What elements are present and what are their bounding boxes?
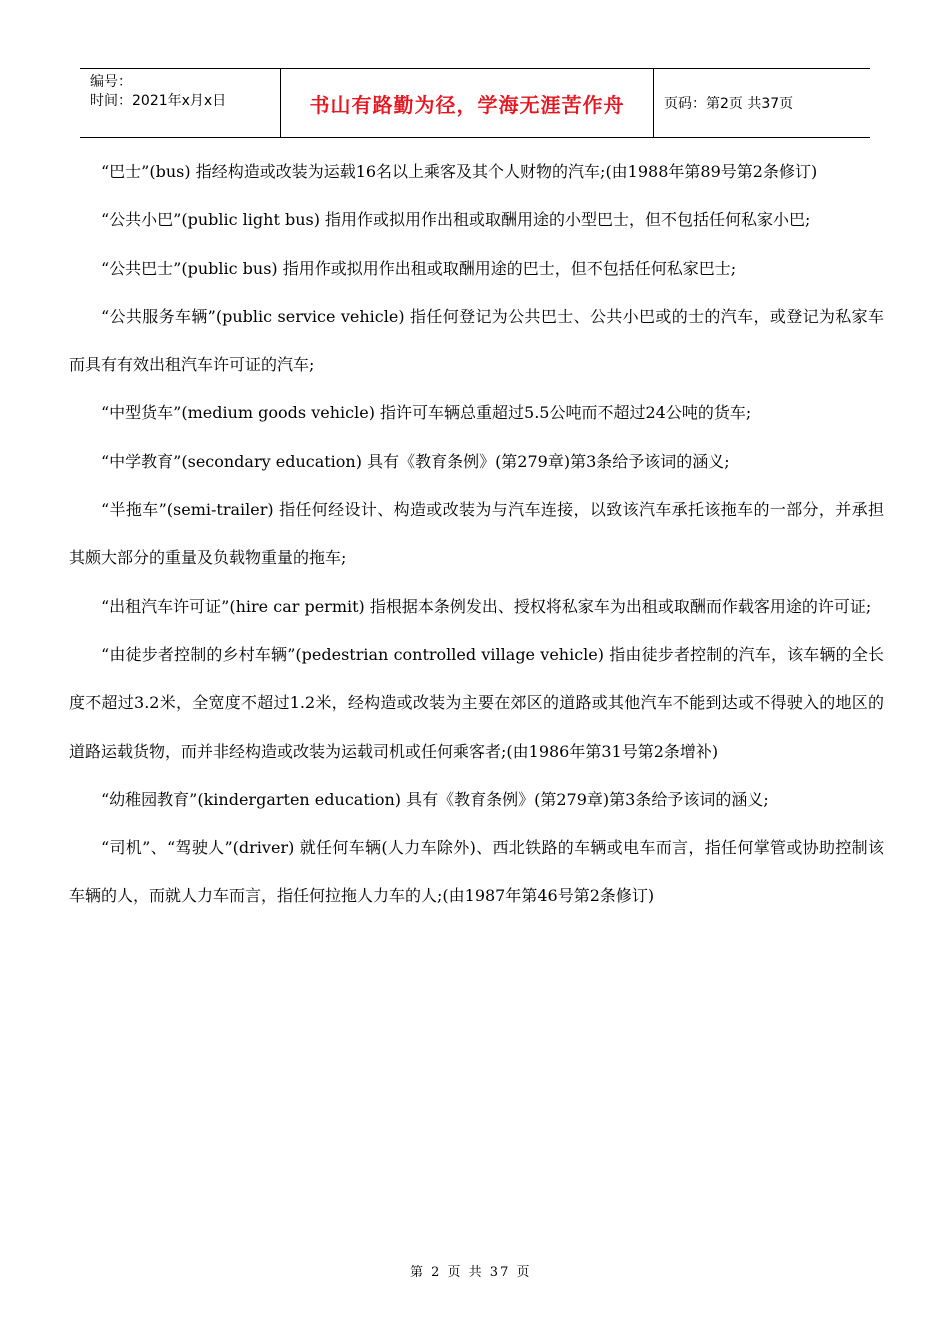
- header-page-number: 页码：第2页 共37页: [664, 96, 794, 112]
- header-motto: 书山有路勤为径，学海无涯苦作舟: [281, 69, 654, 137]
- definition-paragraph: “中学教育”(secondary education) 具有《教育条例》(第279章)第3条给予该词的涵义;: [101, 451, 730, 471]
- definition-paragraph: “半拖车”(semi-trailer) 指任何经设计、构造或改装为与汽车连接，以致该汽车承托该拖车的一部分，并承担其颇大部分的重量及负载物重量的拖车;: [69, 500, 884, 568]
- document-number: 编号：: [90, 74, 132, 90]
- document-body: [69, 148, 884, 921]
- definition-paragraph: “幼稚园教育”(kindergarten education) 具有《教育条例》(第279章)第3条给予该词的涵义;: [101, 789, 769, 809]
- definition-paragraph: “由徒步者控制的乡村车辆”(pedestrian controlled village vehicle) 指由徒步者控制的汽车，该车辆的全长度不超过3.2米，全宽度不超过1.2米，经构造或改装为主要在郊区的道路或其他汽车不能到达或不得驶入的地区的道路运载货物，而并非经构造或改装为运载司机或任何乘客者;(由1986年第31号第2条增补): [69, 644, 884, 761]
- definition-paragraph: “出租汽车许可证”(hire car permit) 指根据本条例发出、授权将私家车为出租或取酬而作载客用途的许可证;: [101, 596, 872, 616]
- header-meta: [80, 69, 281, 137]
- page-header: [80, 68, 870, 138]
- document-date: 时间：2021年x月x日: [90, 93, 227, 109]
- definition-paragraph: “公共巴士”(public bus) 指用作或拟用作出租或取酬用途的巴士，但不包括任何私家巴士;: [101, 258, 737, 278]
- definition-paragraph: “公共服务车辆”(public service vehicle) 指任何登记为公共巴士、公共小巴或的士的汽车，或登记为私家车而具有有效出租汽车许可证的汽车;: [69, 306, 884, 375]
- definition-paragraph: “公共小巴”(public light bus) 指用作或拟用作出租或取酬用途的小型巴士，但不包括任何私家小巴;: [101, 210, 811, 230]
- page-footer: 第 2 页 共 37 页: [410, 1265, 532, 1280]
- definition-paragraph: “巴士”(bus) 指经构造或改装为运载16名以上乘客及其个人财物的汽车;(由1988年第89号第2条修订): [101, 162, 818, 181]
- definition-paragraph: “司机”、“驾驶人”(driver) 就任何车辆(人力车除外)、西北铁路的车辆或电车而言，指任何掌管或协助控制该车辆的人，而就人力车而言，指任何拉拖人力车的人;(由1987年第46号第2条修订): [69, 838, 884, 906]
- definition-paragraph: “中型货车”(medium goods vehicle) 指许可车辆总重超过5.5公吨而不超过24公吨的货车;: [101, 403, 752, 423]
